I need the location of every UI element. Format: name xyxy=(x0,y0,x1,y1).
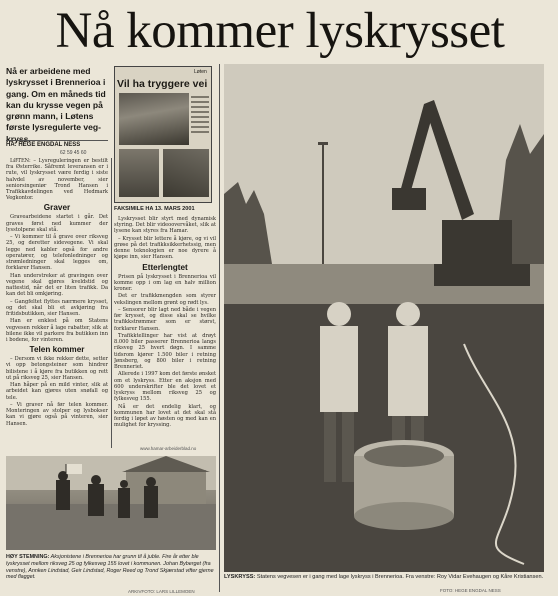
article-paragraph: LØTEN: – Lysreguleringen er bestilt fra Østerrike. Såfremt leveransen er i rute, vil lyskrysset være ferdig i siste halvdel av november, sier seniorsingeniør Trond Hansen i Trafikkavdelingen ved Hedmark Vegkontor. xyxy=(6,158,108,202)
facsimile-text-block xyxy=(191,93,209,145)
facsimile-photo xyxy=(119,93,189,145)
subheading: Etterlengtet xyxy=(142,262,188,272)
article-paragraph: Det er trafikkmengden som styrer vekslingen mellom grønt og rødt lys. xyxy=(114,293,216,306)
article-paragraph: Nå er det endelig klart, og kommunen har lovet at det skal stå ferdig i løpet av høsten og med kan en mulighet for kryssing. xyxy=(114,403,216,429)
article-paragraph: – Gangfeltet flyttes nærmere krysset, og det skal bli et avkjøring fra fritidsbutikken, sier Hansen. xyxy=(6,298,108,318)
article-paragraph: – Sensorer blir lagt ned både i vegen før krysset, og disse skal se hvilke trafikkstrømmer som er størst, forklarer Hansen. xyxy=(114,307,216,332)
protest-caption-text: Aksjonistene i Brennerioa har grunn til å juble. Fire år etter ble lyskrysset mellom riksveg 25 og fylkesveg 155 lovet i kommunen. Johan Byberget (fra venstre), Annken Lindstad, Geir Lindstad, Roger Reed og Trond Skjærstad vifter gjerne med flagget. xyxy=(6,554,214,581)
subheading: Graver xyxy=(43,203,71,213)
article-paragraph: Han håper på en mild vinter, slik at arbeidet kan gjøres uten snøfall og tele. xyxy=(6,382,108,401)
column-divider xyxy=(219,64,220,592)
facsimile-caption: FAKSIMILE HA 13. MARS 2001 xyxy=(114,206,195,212)
article-paragraph: – Vi graver nå før telen kommer. Monteringen av stolper og lysbokser kan vi gjøre også på vinteren, sier Hansen. xyxy=(6,402,108,427)
article-paragraph: Trafikktellinger har vist at drøyt 8.000 biler passerer Brennerioa langs riksveg 25 hvert døgn. I samme tidsrom kjører 1.500 biler i retning Jønsberg, og 800 biler i retning Brenneriet. xyxy=(114,333,216,371)
article-column-2 xyxy=(114,216,216,444)
article-paragraph: Han er enklest på om Statens vegvesen rekker å lage rabatter, slik at bilene ikke vil parkere fra butikken inn i bodene, for vinteren. xyxy=(6,318,108,344)
main-photo xyxy=(224,64,544,572)
protest-photo-caption xyxy=(6,554,218,581)
protest-photo-credit: ARKIVFOTO: LARS LILLEMOEN xyxy=(128,589,195,594)
website-url: www.hamar-arbeiderblad.no xyxy=(140,446,197,451)
article-paragraph: – Krysset blir lettere å kjøre, og vi vil grøse på det trafikksikkerhetssig, men denne teknologien er noe dyrere å kjøpe inn, sier Hansen. xyxy=(114,235,216,261)
headline: Nå kommer lyskrysset xyxy=(55,3,505,59)
protest-caption-lead: HØY STEMNING: xyxy=(6,554,50,560)
facsimile-title: Vil ha tryggere vei xyxy=(117,78,208,90)
facsimile-logo: Løten xyxy=(194,69,207,75)
main-photo-caption xyxy=(224,574,554,581)
article-paragraph: – Dersom vi ikke rekker dette, setter vi opp betongsteiner som hindrer bilistene i å kjøre fra butikken og rett ut på riksveg 25, sier Hansen. xyxy=(6,356,108,381)
article-paragraph: – Vi kommer til å grave over riksveg 25, og deretter sidevegene. Vi skal legge ned kabler også for andre operatører, og telefonledninger og strømledninger skal legges om, forklarer Hansen. xyxy=(6,234,108,272)
byline-phone: 62 59 45 60 xyxy=(60,150,87,156)
facsimile-photo-3 xyxy=(163,149,209,197)
lead-paragraph: Nå er arbeidene med lyskrysset i Brennerioa i gang. Om en måneds tid kan du krysse vegen på grønn mann, i Løtens første lysregulerte veg-kryss. xyxy=(6,66,106,144)
subheading: Telen kommer xyxy=(29,345,85,355)
facsimile-clipping xyxy=(114,66,212,203)
protest-photo-illustration xyxy=(6,456,216,550)
facsimile-photo-2 xyxy=(119,149,159,197)
main-caption-lead: LYSKRYSS: xyxy=(224,574,256,580)
main-photo-credit: FOTO: HEGE ENGDAL NESS xyxy=(440,588,501,593)
article-paragraph: Prisen på lyskrysset i Brennerioa vil komme opp i om lag en halv million kroner. xyxy=(114,273,216,293)
column-divider xyxy=(111,158,112,448)
protest-photo xyxy=(6,456,216,550)
excavator-scene-illustration xyxy=(224,64,544,572)
article-column-1 xyxy=(6,158,108,444)
main-caption-text: Statens vegvesen er i gang med lage lyskryss i Brennerioa. Fra venstre: Roy Vidar Evehaugen og Kåre Kristiansen. xyxy=(256,574,544,580)
byline: HA: HEGE ENGDAL NESS xyxy=(6,140,108,148)
article-paragraph: Allerede i 1997 kom det første ønsket om et lyskryss. Etter en aksjon med 600 underskrifter ble det lovet et lyskryss mellom riksveg 25 og fylkesveg 155. xyxy=(114,371,216,403)
article-paragraph: Han understreker at gravingen over vegene skal gjøres kveldstid og nattestid, når det er liten trafikk. Da kan det bli omkjøring. xyxy=(6,272,108,298)
article-paragraph: Gravearbeidene startet i går. Det graves først ned kummer der lysstolpene skal stå. xyxy=(6,214,108,233)
article-paragraph: Lyskrysset blir styrt med dynamisk styring. Det blir videoovervåket, slik at lysene kan styres fra Hamar. xyxy=(114,216,216,235)
